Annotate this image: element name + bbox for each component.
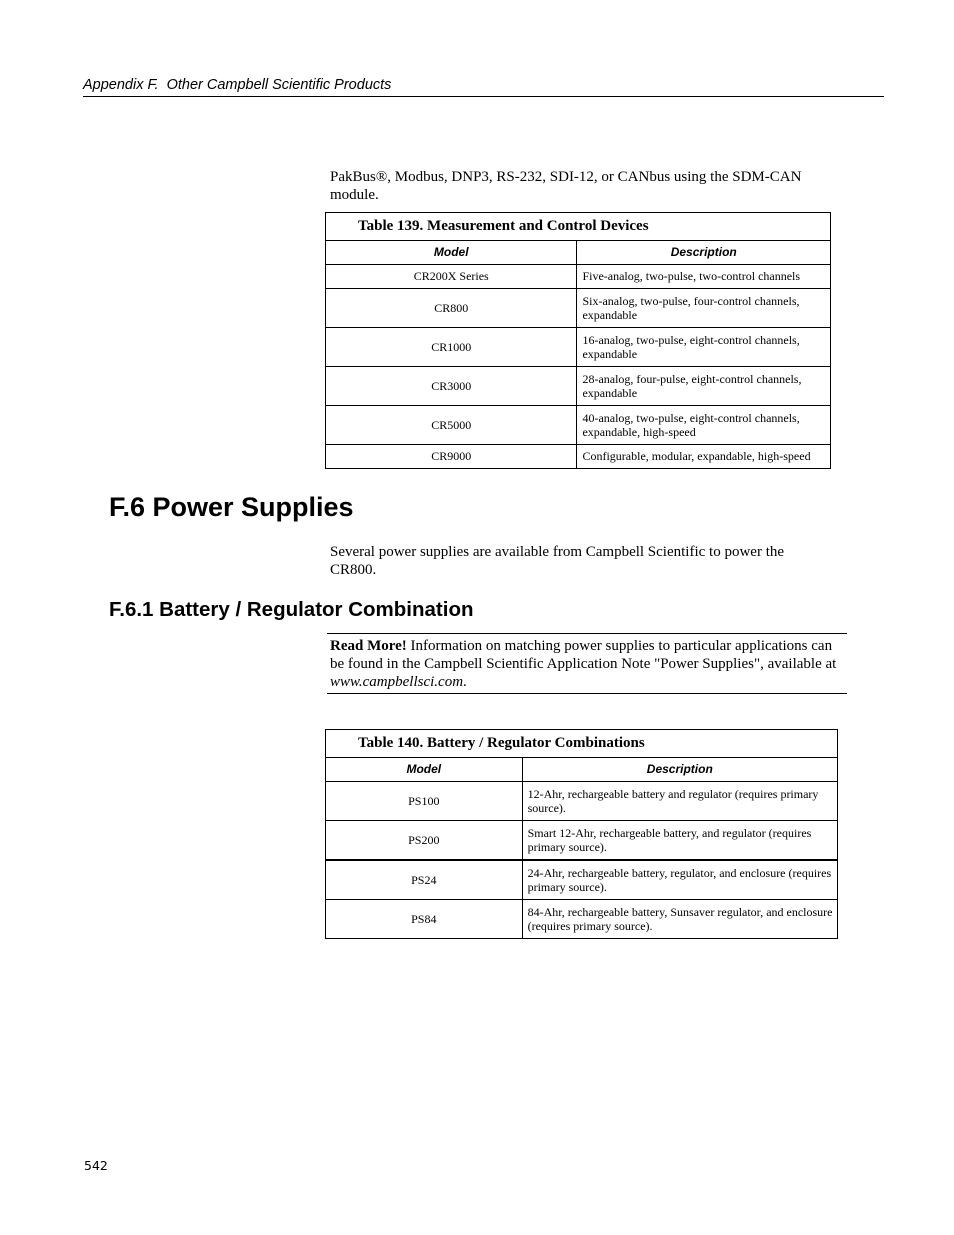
- model-cell: CR3000: [326, 367, 577, 406]
- table-row: [326, 900, 838, 939]
- description-cell: 16-analog, two-pulse, eight-control channels, expandable: [577, 328, 831, 367]
- table-row: [326, 445, 831, 469]
- intro-paragraph: PakBus®, Modbus, DNP3, RS-232, SDI-12, or CANbus using the SDM-CAN module.: [330, 169, 802, 203]
- description-cell: 40-analog, two-pulse, eight-control channels, expandable, high-speed: [577, 406, 831, 445]
- model-cell: PS100: [326, 782, 523, 821]
- table-row: [326, 860, 838, 900]
- model-cell: CR200X Series: [326, 265, 577, 289]
- model-cell: CR5000: [326, 406, 577, 445]
- table-row: [326, 328, 831, 367]
- description-cell: Smart 12-Ahr, rechargeable battery, and regulator (requires primary source).: [522, 821, 837, 861]
- subsection-heading-battery-regulator: F.6.1 Battery / Regulator Combination: [109, 598, 474, 621]
- running-header: Appendix F. Other Campbell Scientific Products: [83, 77, 884, 97]
- table-battery-regulator-combinations: [325, 729, 838, 939]
- read-more-label: Read More!: [330, 638, 407, 654]
- table-measurement-control-devices: [325, 212, 831, 469]
- description-cell: 28-analog, four-pulse, eight-control channels, expandable: [577, 367, 831, 406]
- read-more-note: [327, 633, 847, 694]
- table-row: [326, 782, 838, 821]
- table-row: [326, 289, 831, 328]
- table-row: [326, 406, 831, 445]
- section-heading-power-supplies: F.6 Power Supplies: [109, 492, 354, 522]
- table-caption: Table 139. Measurement and Control Devices: [326, 213, 831, 241]
- model-cell: PS84: [326, 900, 523, 939]
- model-cell: CR800: [326, 289, 577, 328]
- power-supplies-paragraph: Several power supplies are available from Campbell Scientific to power the CR800.: [330, 544, 785, 578]
- column-header-description: Description: [522, 758, 837, 782]
- description-cell: 12-Ahr, rechargeable battery and regulator (requires primary source).: [522, 782, 837, 821]
- description-cell: Five-analog, two-pulse, two-control channels: [577, 265, 831, 289]
- description-cell: Configurable, modular, expandable, high-speed: [577, 445, 831, 469]
- model-cell: CR1000: [326, 328, 577, 367]
- description-cell: Six-analog, two-pulse, four-control channels, expandable: [577, 289, 831, 328]
- model-cell: PS200: [326, 821, 523, 861]
- description-cell: 24-Ahr, rechargeable battery, regulator, and enclosure (requires primary source).: [522, 860, 837, 900]
- table-row: [326, 265, 831, 289]
- read-more-text: Information on matching power supplies to particular applications can be found in the Campbell Scientific Application Note "Power Supplies", available at: [330, 638, 837, 672]
- column-header-model: Model: [326, 758, 523, 782]
- model-cell: PS24: [326, 860, 523, 900]
- model-cell: CR9000: [326, 445, 577, 469]
- page-number: 542: [84, 1158, 108, 1173]
- table-row: [326, 821, 838, 861]
- table-row: [326, 367, 831, 406]
- campbellsci-link[interactable]: www.campbellsci.com: [330, 674, 464, 690]
- table-caption: Table 140. Battery / Regulator Combinations: [326, 730, 838, 758]
- column-header-model: Model: [326, 241, 577, 265]
- read-more-end: .: [463, 674, 467, 690]
- description-cell: 84-Ahr, rechargeable battery, Sunsaver regulator, and enclosure (requires primary source).: [522, 900, 837, 939]
- column-header-description: Description: [577, 241, 831, 265]
